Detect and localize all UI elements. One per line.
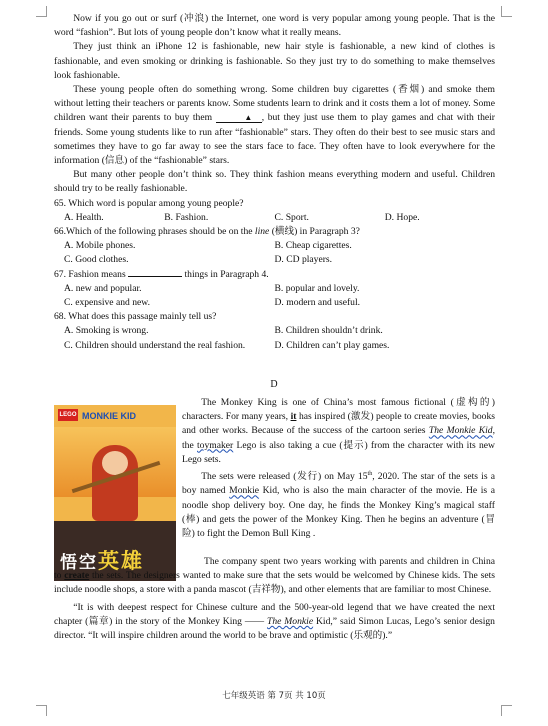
blank-line-marker: ▲ [216,113,262,123]
d-p1-a: The Monkey King is one of China’s most famous fictional (虚构的) characters. For many years, [182,397,495,423]
question-66-stem [54,225,495,239]
q67-option-d[interactable]: D. modern and useful. [274,297,361,309]
q68-option-d[interactable]: D. Children can’t play games. [274,339,390,351]
section-d-paragraph-1 [182,396,495,467]
q67-stem-a: 67. Fashion means [54,268,129,280]
crop-mark-top-right [501,6,512,17]
q67-option-b[interactable]: B. popular and lovely. [274,282,360,294]
q66-stem-italic: line [254,226,270,238]
d-p1-series-title: The Monkie Kid [428,425,493,437]
question-66-options-row-1 [54,239,495,253]
d-p4-a: “It is with deepest respect for Chinese culture and the 500-year-old legend that we have created the next chapter (篇章) in the story of the Monkey King —— [54,601,495,627]
section-d-paragraph-2 [182,467,495,541]
lego-logo: LEGO [58,409,78,421]
question-65-options [54,211,495,225]
q68-option-a[interactable]: A. Smoking is wrong. [64,325,149,337]
question-68-stem: 68. What does this passage mainly tell us? [54,311,217,323]
d-p2-sup: th [367,471,373,478]
q66-option-c[interactable]: C. Good clothes. [64,254,129,266]
q65-option-d[interactable]: D. Hope. [384,211,420,223]
monkie-kid-brand: MONKIE KID [82,411,136,421]
q67-fill-blank [128,276,182,277]
q67-option-a[interactable]: A. new and popular. [64,282,142,294]
q66-option-a[interactable]: A. Mobile phones. [64,240,136,252]
crop-mark-bottom-left [36,705,47,716]
d-p1-it: it [290,411,297,423]
question-65-stem: 65. Which word is popular among young people? [54,197,244,209]
d-p2-c: Kid, who is also the main character of the movie. He is a noodle shop delivery boy. One day, he finds the Monkey King’s magical staff (棒) and gets the power of the Monkey King. Then he begins an adventure (冒险) to fight the Demon Bull King . [182,485,495,540]
q67-option-c[interactable]: C. expensive and new. [64,297,150,309]
question-68-options-row-2 [54,339,495,353]
passage-c [54,12,495,353]
crop-mark-top-left [36,6,47,17]
section-d-lower [54,555,495,643]
d-p2-a: The sets were released (发行) on May 15 [201,471,368,483]
d-p3-a: The company spent two years working with parents and children in China to [54,556,495,582]
section-d-paragraph-4 [54,601,495,644]
d-p4-italic: The Monkie [267,615,314,627]
passage-c-paragraph-2: They just think an iPhone 12 is fashionable, new hair style is fashionable, a new kind of clothes is fashionable, and even smoking or drinking is fashionable. So they just try to do something to make themselves look fashionable. [54,41,495,81]
q65-option-a[interactable]: A. Health. [64,211,104,223]
section-d-paragraph-3 [54,555,495,598]
question-67-options-row-1 [54,282,495,296]
d-p2-b: , 2020. The star of the sets is a boy named [182,471,495,497]
d-p1-c: , the [182,425,495,451]
paragraph-3-part-a: These young people often do something wrong. Some children buy cigarettes (香烟) and smoke them without letting their teachers or parents know. Some students learn to drink and it costs them a lot of money. Some children want their parents to buy them [54,84,495,124]
d-p3-b: the sets. The designers wanted to make sure that the sets would be welcomed by Chinese kids. The sets include noodle shops, a store with a panda mascot (吉祥物), and other elements that are familiar to most Chinese. [54,570,495,596]
q67-stem-b: things in Paragraph 4. [182,268,269,280]
question-67-stem [54,268,495,282]
d-p4-b: Kid,” said Simon Lucas, Lego’s senior design director. “It will inspire children around the world to be brave and optimistic (乐观的).” [54,615,495,642]
passage-c-paragraph-4: But many other people don’t think so. They think fashion means everything modern and useful. Children should try to be really fashionable. [54,169,495,195]
section-d-title: D [270,379,278,390]
cover-title-part-a: 悟空 [60,553,98,573]
passage-c-paragraph-3 [54,83,495,168]
paragraph-3-part-b: , but they just use them to play games and chat with their friends. Some young students like to run after “fashionable” stars. They often do their best to see music stars and sometimes they have to go far away to see the stars face to face. They often have to look everywhere for the information (信息) of the “fashionable” stars. [54,112,495,167]
question-67-options-row-2 [54,296,495,310]
section-d-right-column [182,396,495,541]
passage-c-paragraph-1: Now if you go out or surf (冲浪) the Internet, one word is very popular among young people. That is the word “fashion”. But lots of young people don’t know what it really means. [54,13,495,39]
question-68-options-row-1 [54,324,495,338]
cover-title-part-b: 英雄 [98,549,144,573]
crop-mark-bottom-right [501,705,512,716]
q65-option-c[interactable]: C. Sport. [274,211,309,223]
q66-stem-b: (横线) in Paragraph 3? [269,226,360,238]
q68-option-c[interactable]: C. Children should understand the real fashion. [64,339,246,351]
question-66-options-row-2 [54,253,495,267]
q68-option-b[interactable]: B. Children shouldn’t drink. [274,325,383,337]
d-p1-d: Lego is also taking a cue (提示) from the character with its new Lego sets. [182,439,495,465]
d-p2-monkie: Monkie [229,485,260,497]
d-p1-b: has inspired (激发) people to create movies, books and other works. Because of the success of the cartoon series [182,411,495,437]
d-p3-create: create [64,570,90,582]
q65-option-b[interactable]: B. Fashion. [164,211,209,223]
page-footer: 七年级英语 第 7页 共 10页 [222,691,326,701]
q66-stem-a: 66.Which of the following phrases should be on the [54,226,255,238]
q66-option-d[interactable]: D. CD players. [274,254,333,266]
q66-option-b[interactable]: B. Cheap cigarettes. [274,240,352,252]
d-p1-toymaker: toymaker [197,439,234,451]
